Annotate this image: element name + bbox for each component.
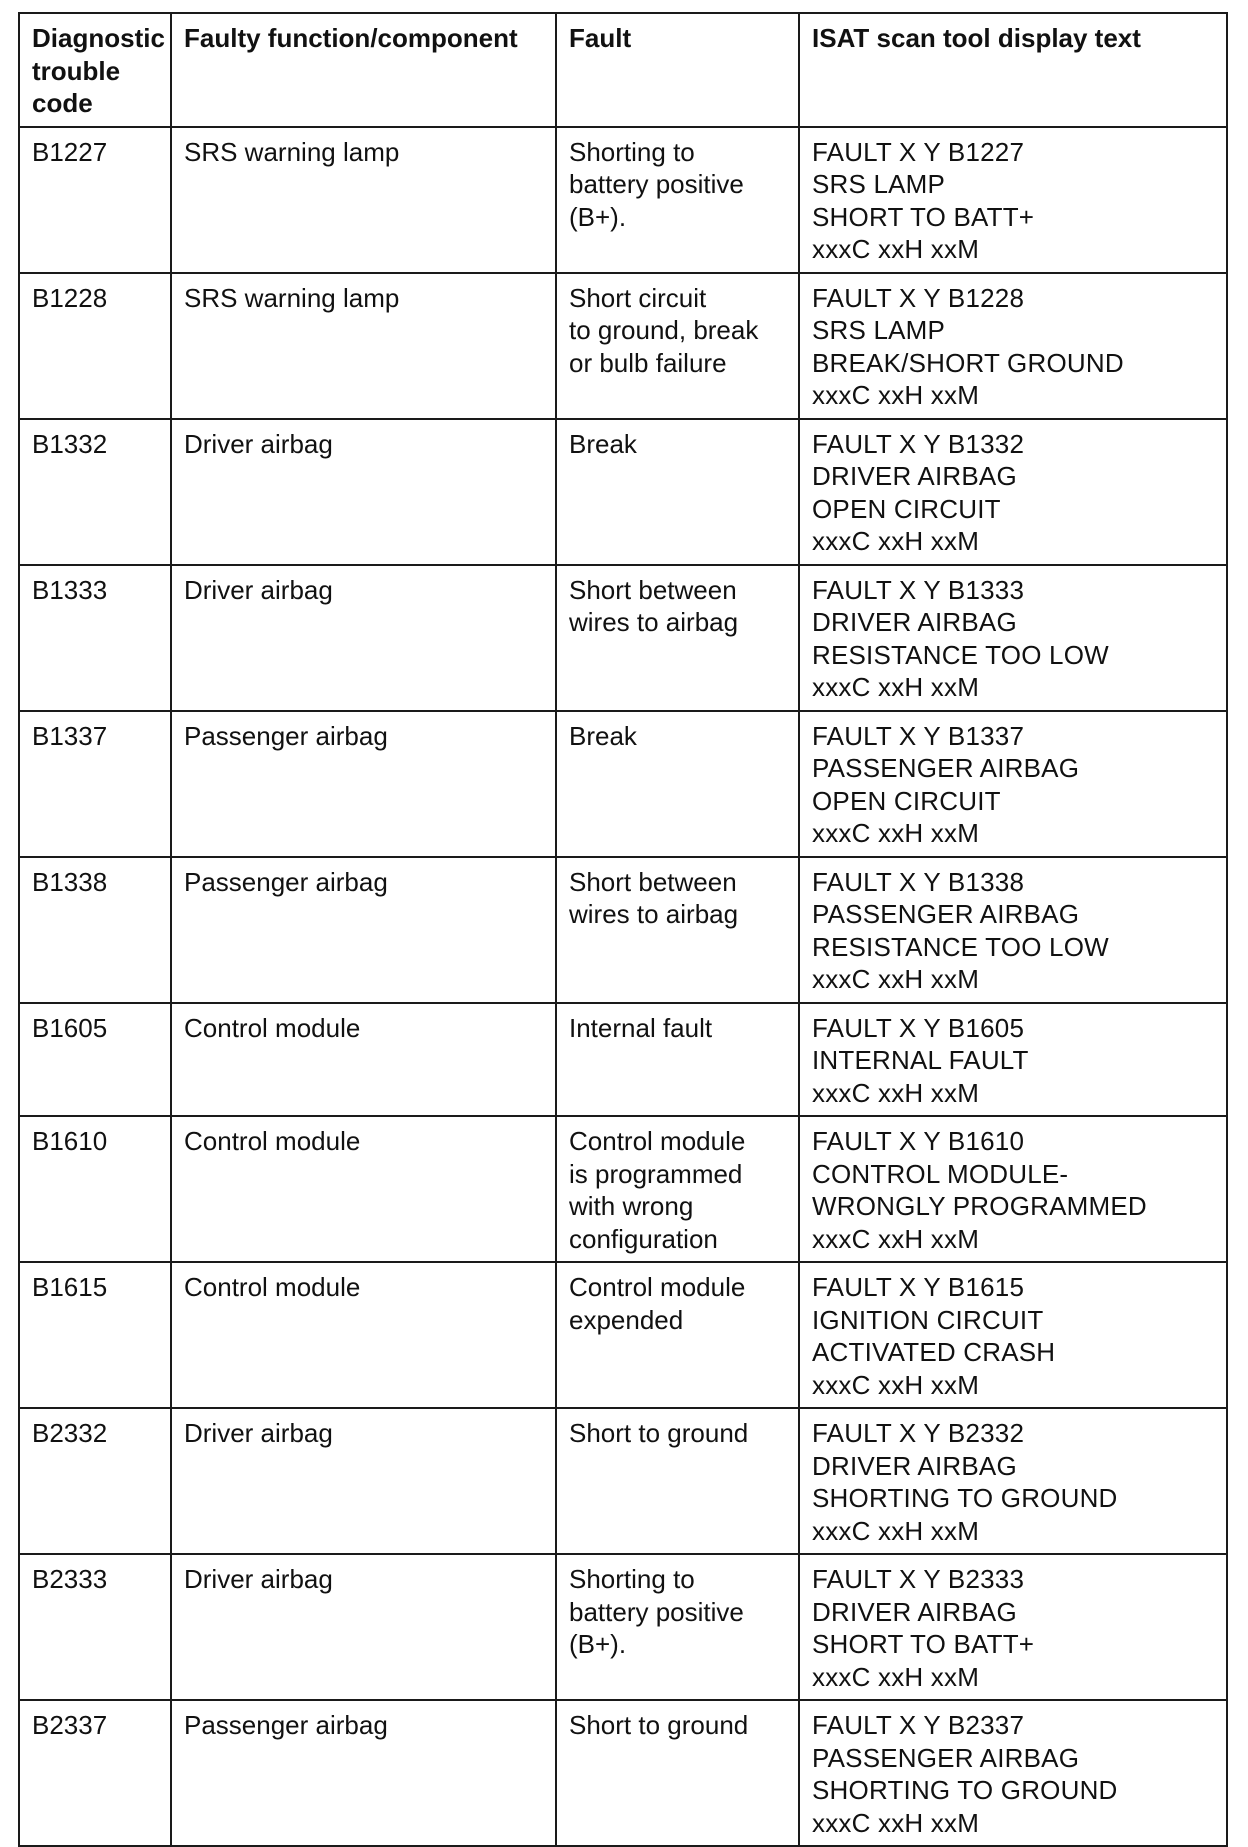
scan-tool-display-cell: FAULT X Y B2332 DRIVER AIRBAG SHORTING TO GROUND xxxC xxH xxM — [799, 1408, 1227, 1554]
trouble-code-cell: B1610 — [19, 1116, 171, 1262]
diagnostic-trouble-code-table — [18, 12, 1228, 1847]
trouble-code-cell: B1605 — [19, 1003, 171, 1117]
trouble-code-cell: B2332 — [19, 1408, 171, 1554]
table-row — [19, 1700, 1227, 1846]
scan-tool-display-cell: FAULT X Y B1605 INTERNAL FAULT xxxC xxH xxM — [799, 1003, 1227, 1117]
fault-description-cell: Short between wires to airbag — [556, 565, 799, 711]
faulty-component-cell: Control module — [171, 1003, 556, 1117]
faulty-component-cell: Driver airbag — [171, 1554, 556, 1700]
table-row — [19, 1408, 1227, 1554]
trouble-code-cell: B1227 — [19, 127, 171, 273]
scan-tool-display-cell: FAULT X Y B1338 PASSENGER AIRBAG RESISTANCE TOO LOW xxxC xxH xxM — [799, 857, 1227, 1003]
table-row — [19, 419, 1227, 565]
header-scan-tool-display-text: ISAT scan tool display text — [799, 13, 1227, 127]
header-diagnostic-trouble-code: Diagnostic trouble code — [19, 13, 171, 127]
faulty-component-cell: Passenger airbag — [171, 1700, 556, 1846]
trouble-code-cell: B1333 — [19, 565, 171, 711]
header-faulty-component: Faulty function/component — [171, 13, 556, 127]
fault-description-cell: Shorting to battery positive (B+). — [556, 1554, 799, 1700]
fault-description-cell: Short to ground — [556, 1408, 799, 1554]
fault-description-cell: Short between wires to airbag — [556, 857, 799, 1003]
fault-description-cell: Break — [556, 419, 799, 565]
fault-description-cell: Short circuit to ground, break or bulb failure — [556, 273, 799, 419]
faulty-component-cell: Driver airbag — [171, 1408, 556, 1554]
scan-tool-display-cell: FAULT X Y B1333 DRIVER AIRBAG RESISTANCE TOO LOW xxxC xxH xxM — [799, 565, 1227, 711]
trouble-code-cell: B2337 — [19, 1700, 171, 1846]
table-row — [19, 1116, 1227, 1262]
trouble-code-cell: B1228 — [19, 273, 171, 419]
faulty-component-cell: Passenger airbag — [171, 711, 556, 857]
fault-description-cell: Break — [556, 711, 799, 857]
faulty-component-cell: Control module — [171, 1262, 556, 1408]
fault-description-cell: Short to ground — [556, 1700, 799, 1846]
faulty-component-cell: Driver airbag — [171, 565, 556, 711]
table-row — [19, 273, 1227, 419]
table-row — [19, 1003, 1227, 1117]
table-row — [19, 1262, 1227, 1408]
table-header — [19, 13, 1227, 127]
trouble-code-cell: B2333 — [19, 1554, 171, 1700]
scan-tool-display-cell: FAULT X Y B1337 PASSENGER AIRBAG OPEN CIRCUIT xxxC xxH xxM — [799, 711, 1227, 857]
scan-tool-display-cell: FAULT X Y B2337 PASSENGER AIRBAG SHORTING TO GROUND xxxC xxH xxM — [799, 1700, 1227, 1846]
table-row — [19, 1554, 1227, 1700]
scan-tool-display-cell: FAULT X Y B1615 IGNITION CIRCUIT ACTIVATED CRASH xxxC xxH xxM — [799, 1262, 1227, 1408]
trouble-code-cell: B1615 — [19, 1262, 171, 1408]
table-body — [19, 127, 1227, 1847]
table-row — [19, 857, 1227, 1003]
header-fault: Fault — [556, 13, 799, 127]
fault-description-cell: Internal fault — [556, 1003, 799, 1117]
faulty-component-cell: Driver airbag — [171, 419, 556, 565]
table-row — [19, 711, 1227, 857]
scan-tool-display-cell: FAULT X Y B1227 SRS LAMP SHORT TO BATT+ xxxC xxH xxM — [799, 127, 1227, 273]
faulty-component-cell: SRS warning lamp — [171, 127, 556, 273]
trouble-code-cell: B1332 — [19, 419, 171, 565]
faulty-component-cell: Passenger airbag — [171, 857, 556, 1003]
table-row — [19, 565, 1227, 711]
fault-description-cell: Control module expended — [556, 1262, 799, 1408]
scan-tool-display-cell: FAULT X Y B1332 DRIVER AIRBAG OPEN CIRCUIT xxxC xxH xxM — [799, 419, 1227, 565]
scan-tool-display-cell: FAULT X Y B1228 SRS LAMP BREAK/SHORT GROUND xxxC xxH xxM — [799, 273, 1227, 419]
trouble-code-cell: B1337 — [19, 711, 171, 857]
trouble-code-cell: B1338 — [19, 857, 171, 1003]
fault-description-cell: Shorting to battery positive (B+). — [556, 127, 799, 273]
faulty-component-cell: Control module — [171, 1116, 556, 1262]
header-row — [19, 13, 1227, 127]
scan-tool-display-cell: FAULT X Y B2333 DRIVER AIRBAG SHORT TO BATT+ xxxC xxH xxM — [799, 1554, 1227, 1700]
table-row — [19, 127, 1227, 273]
scan-tool-display-cell: FAULT X Y B1610 CONTROL MODULE- WRONGLY PROGRAMMED xxxC xxH xxM — [799, 1116, 1227, 1262]
faulty-component-cell: SRS warning lamp — [171, 273, 556, 419]
fault-description-cell: Control module is programmed with wrong configuration — [556, 1116, 799, 1262]
